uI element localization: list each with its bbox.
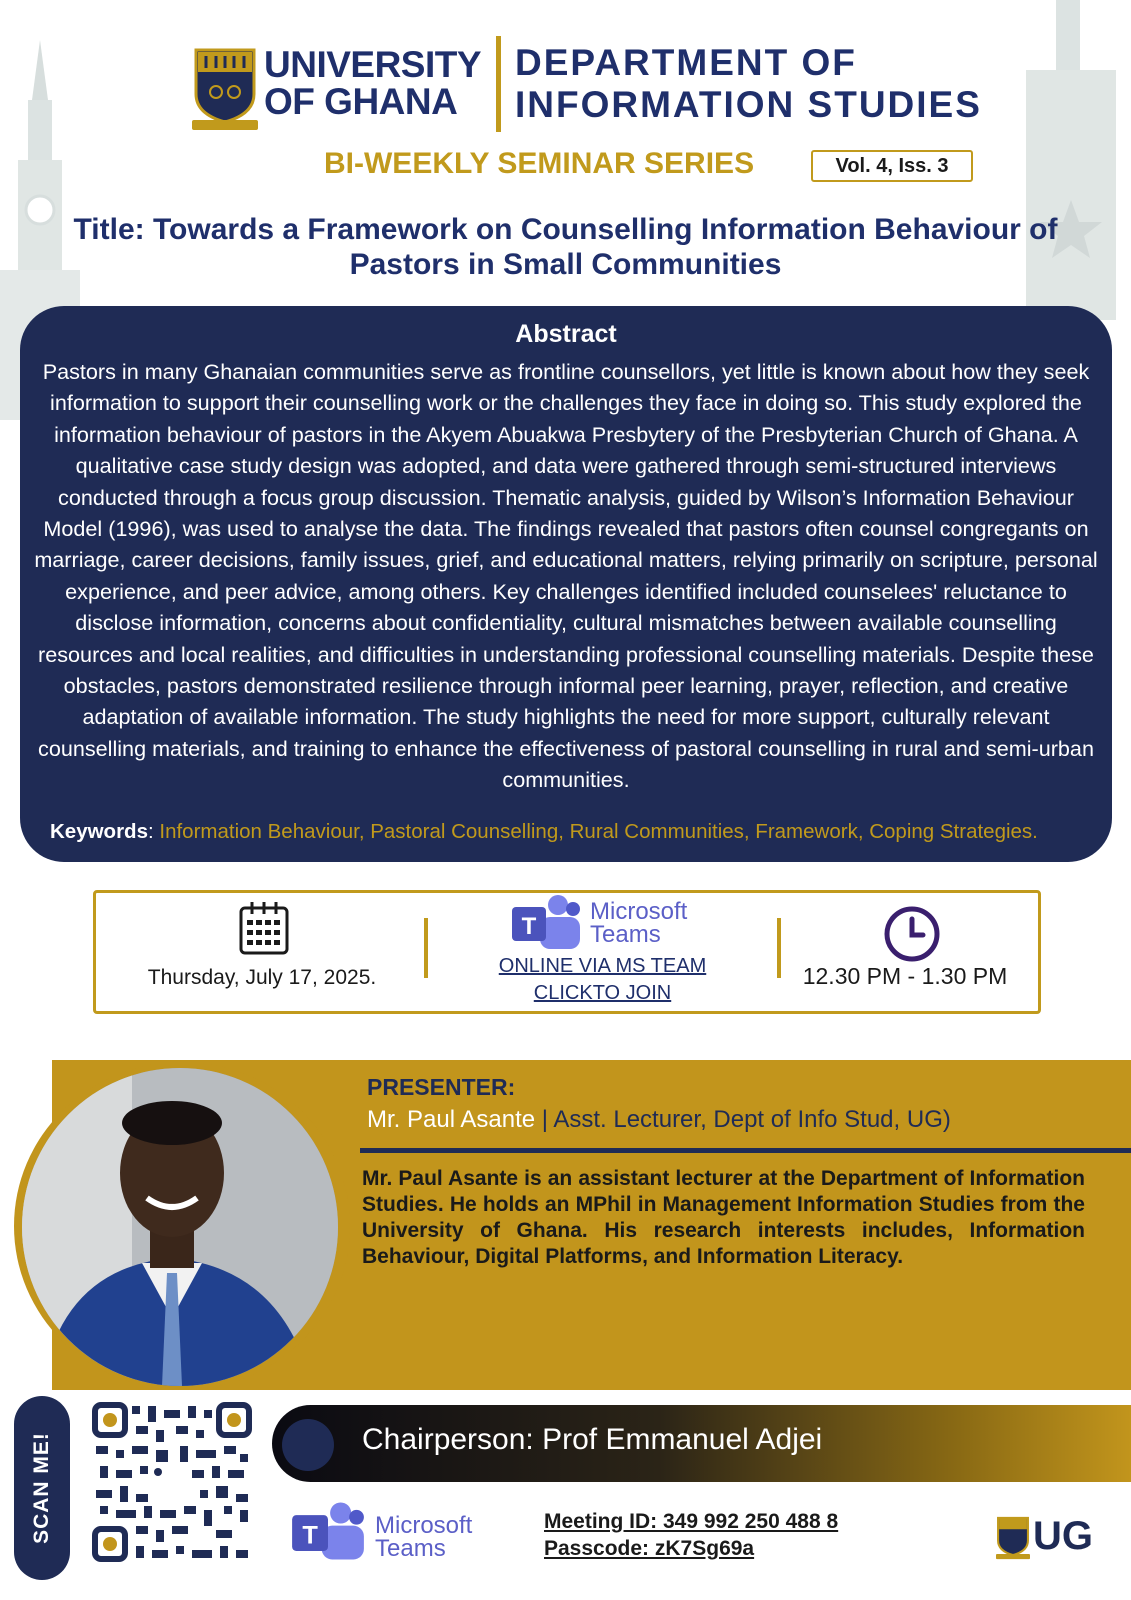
clock-icon bbox=[883, 905, 941, 963]
meeting-details[interactable] bbox=[544, 1508, 838, 1562]
teams-logo-icon bbox=[510, 893, 582, 953]
seminar-series: BI-WEEKLY SEMINAR SERIES bbox=[324, 147, 755, 180]
ug-logo-text: UG bbox=[1033, 1514, 1093, 1558]
scan-me-label: SCAN ME! bbox=[30, 1432, 53, 1544]
presenter-photo bbox=[22, 1068, 338, 1386]
presenter-heading: PRESENTER: bbox=[367, 1074, 516, 1100]
seminar-title: Title: Towards a Framework on Counselling Information Behaviour of Pastors in Small Communities bbox=[73, 213, 1058, 281]
presenter-role: | Asst. Lecturer, Dept of Info Stud, UG) bbox=[535, 1106, 951, 1133]
teams-wordmark: Microsoft Teams bbox=[590, 898, 688, 948]
volume-badge: Vol. 4, Iss. 3 bbox=[811, 150, 973, 182]
abstract-heading: Abstract bbox=[515, 320, 617, 348]
qr-code[interactable] bbox=[92, 1402, 252, 1562]
event-date: Thursday, July 17, 2025. bbox=[147, 966, 377, 989]
header-divider bbox=[496, 36, 501, 132]
keywords-values: Information Behaviour, Pastoral Counselling, Rural Communities, Framework, Coping Strategies. bbox=[159, 820, 1038, 843]
abstract-body: Pastors in many Ghanaian communities serve as frontline counsellors, yet little is known about how they seek information to support their counselling work or the challenges they face in doing so. This study explored the information behaviour of pastors in the Akyem Abuakwa Presbytery of the Presbyterian Church of Ghana. A qualitative case study design was adopted, and data were gathered through semi-structured interviews conducted through a focus group discussion. Thematic analysis, guided by Wilson’s Information Behaviour Model (1996), was used to analyse the data. The findings revealed that pastors often counsel congregants on marriage, career decisions, family issues, grief, and educational matters, relying primarily on scripture, personal experience, and peer advice, among others. Key challenges identified included counselees' reluctance to disclose information, concerns about confidentiality, cultural mismatches between available counselling resources and local realities, and difficulties in understanding professional counselling materials. Despite these obstacles, pastors demonstrated resilience through informal peer learning, prayer, reflection, and creative adaptation of available information. The study highlights the need for more support, culturally relevant counselling materials, and training to enhance the effectiveness of pastoral counselling in rural and semi-urban communities. bbox=[34, 359, 1098, 793]
presenter-bio: Mr. Paul Asante is an assistant lecturer at the Department of Information Studies. He holds an MPhil in Management Information Studies from the University of Ghana. His research interests includes, Information Behaviour, Digital Platforms, and Information Literacy. bbox=[362, 1167, 1085, 1268]
teams-logo-icon bbox=[290, 1500, 366, 1564]
ug-crest-icon bbox=[192, 48, 258, 130]
presenter-divider bbox=[360, 1148, 1131, 1153]
passcode: Passcode: zK7Sg69a bbox=[544, 1537, 755, 1560]
chair-dot bbox=[282, 1419, 334, 1471]
svg-text:T: T bbox=[521, 913, 537, 940]
teams-wordmark: Microsoft Teams bbox=[375, 1512, 473, 1562]
join-meeting-link[interactable]: ONLINE VIA MS TEAM CLICKTO JOIN bbox=[498, 955, 707, 1004]
scan-me-tab bbox=[14, 1396, 70, 1580]
event-separator bbox=[424, 918, 428, 978]
chairperson: Chairperson: Prof Emmanuel Adjei bbox=[362, 1423, 823, 1456]
ug-crest-small-icon bbox=[996, 1516, 1030, 1560]
event-separator bbox=[777, 918, 781, 978]
calendar-icon bbox=[238, 900, 290, 956]
presenter-name: Mr. Paul Asante bbox=[367, 1106, 536, 1133]
keywords: Keywords: Information Behaviour, Pastoral Counselling, Rural Communities, Framework, Coping Strategies. bbox=[50, 820, 1038, 843]
department-name: DEPARTMENT OF INFORMATION STUDIES bbox=[515, 42, 982, 125]
meeting-id: Meeting ID: 349 992 250 488 8 bbox=[544, 1510, 839, 1533]
svg-text:T: T bbox=[302, 1521, 318, 1550]
abstract-panel bbox=[20, 306, 1112, 862]
university-name: UNIVERSITY OF GHANA bbox=[264, 44, 482, 122]
event-time: 12.30 PM - 1.30 PM bbox=[802, 963, 1008, 989]
presenter-name-line bbox=[367, 1106, 951, 1134]
chairperson-banner bbox=[272, 1405, 1131, 1482]
